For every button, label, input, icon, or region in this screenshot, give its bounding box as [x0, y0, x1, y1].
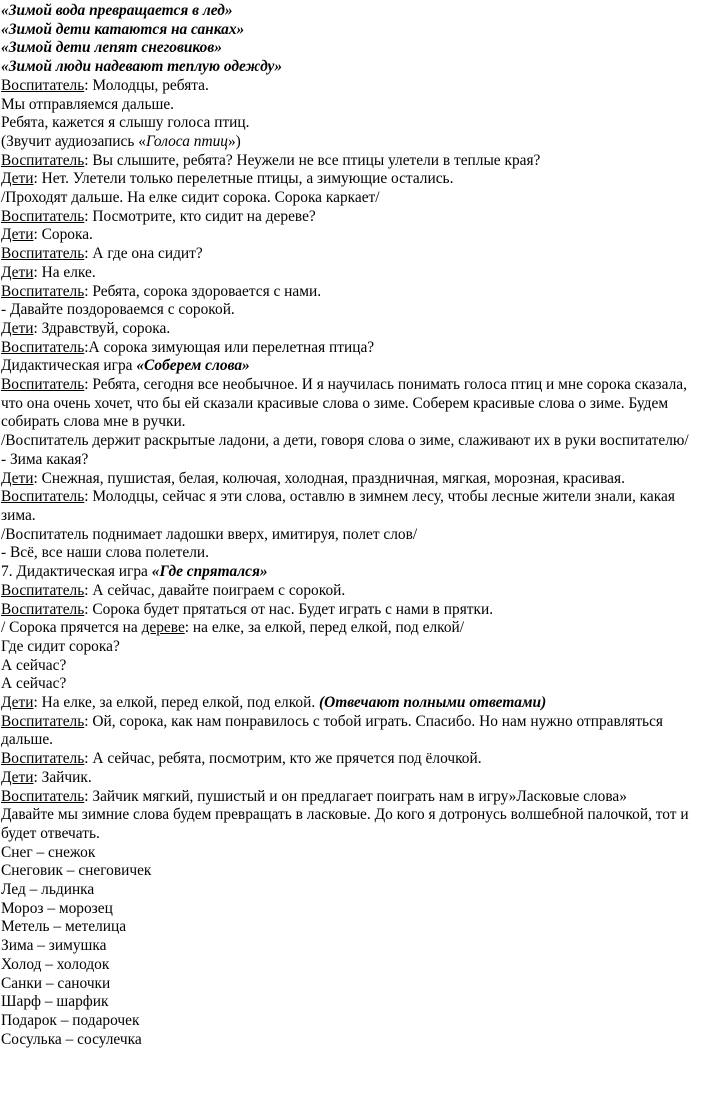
text-line [1, 376, 699, 432]
speaker-label: Дети [1, 263, 34, 281]
speaker-label: Воспитатель [1, 76, 85, 94]
text-line [1, 601, 699, 620]
speaker-label: Воспитатель [1, 245, 85, 263]
emphasis-run: «Зимой вода превращается в лед» [1, 2, 233, 19]
text-run: (Звучит аудиозапись « [1, 132, 146, 150]
text-run: Холод – холодок [1, 955, 110, 973]
text-run: Подарок – подарочек [1, 1011, 140, 1029]
text-run: Лед – льдинка [1, 881, 95, 899]
text-run: : на елке, за елкой, перед елкой, под елкой/ [184, 619, 465, 637]
speaker-label: Дети [1, 768, 34, 786]
text-line [1, 245, 699, 264]
text-run: 7. Дидактическая игра [1, 563, 152, 581]
text-run: : Снежная, пушистая, белая, колючая, холодная, праздничная, мягкая, морозная, красивая. [33, 469, 625, 487]
text-line [1, 582, 699, 601]
text-run: Давайте мы зимние слова будем превращать в ласковые. До кого я дотронусь волшебной палочкой, тот и будет отвечать. [1, 806, 689, 842]
text-line [1, 320, 699, 339]
text-run: Снег – снежок [1, 843, 96, 861]
text-run: - Давайте поздороваемся с сорокой. [1, 301, 235, 319]
text-run: ») [227, 132, 241, 150]
text-run: : Ребята, сегодня все необычное. И я научилась понимать голоса птиц и мне сорока сказала, что она очень хочет, что бы ей сказали красивые слова о зиме. Соберем красивые слова о зиме. Будем собирать слова мне в ручки. [1, 376, 687, 431]
text-run: : На елке, за елкой, перед елкой, под елкой. [33, 694, 320, 712]
text-line [1, 862, 699, 881]
text-line [1, 357, 699, 376]
text-line [1, 563, 699, 582]
text-line [1, 526, 699, 545]
text-line [1, 975, 699, 994]
text-line [1, 675, 699, 694]
text-run: Ребята, кажется я слышу голоса птиц. [1, 114, 250, 132]
text-run: /Воспитатель поднимает ладошки вверх, имитируя, полет слов/ [1, 525, 418, 543]
text-line [1, 114, 699, 133]
text-line [1, 937, 699, 956]
text-line [1, 283, 699, 302]
text-run: Шарф – шарфик [1, 993, 109, 1011]
text-run: Мороз – морозец [1, 899, 113, 917]
text-line [1, 96, 699, 115]
emphasis-run: Голоса птиц [145, 132, 228, 150]
text-run: : На елке. [33, 263, 96, 281]
text-run: Сосулька – сосулечка [1, 1030, 142, 1048]
text-line [1, 208, 699, 227]
text-line [1, 788, 699, 807]
text-run: : Молодцы, ребята. [84, 76, 209, 94]
text-run: : Посмотрите, кто сидит на дереве? [84, 207, 316, 225]
text-line [1, 58, 699, 77]
text-run: : А сейчас, ребята, посмотрим, кто же прячется под ёлочкой. [84, 750, 482, 768]
speaker-label: Воспитатель [1, 488, 85, 506]
speaker-label: Воспитатель [1, 338, 85, 356]
text-run: : Зайчик мягкий, пушистый и он предлагает поиграть нам в игру»Ласковые слова» [84, 787, 627, 805]
speaker-label: Дети [1, 694, 34, 712]
text-line [1, 619, 699, 638]
text-line [1, 189, 699, 208]
text-run: : Сорока будет прятаться от нас. Будет играть с нами в прятки. [84, 600, 494, 618]
text-line [1, 844, 699, 863]
text-run: Где сидит сорока? [1, 637, 120, 655]
speaker-label: Воспитатель [1, 581, 85, 599]
text-run: : Сорока. [33, 226, 93, 244]
text-run: : Здравствуй, сорока. [33, 319, 171, 337]
text-line [1, 451, 699, 470]
text-line [1, 713, 699, 750]
text-run: Снеговик – снеговичек [1, 862, 152, 880]
text-run: /Воспитатель держит раскрытые ладони, а дети, говоря слова о зиме, слаживают их в руки воспитателю/ [1, 432, 689, 450]
emphasis-run: (Отвечают полными ответами) [319, 694, 547, 712]
text-run: : Вы слышите, ребята? Неужели не все птицы улетели в теплые края? [84, 151, 541, 169]
text-run: /Проходят дальше. На елке сидит сорока. Сорока каркает/ [1, 189, 380, 207]
text-run: : Ой, сорока, как нам понравилось с тобой играть. Спасибо. Но нам нужно отправляться дальше. [1, 712, 663, 749]
text-run: : А где она сидит? [84, 245, 203, 263]
text-line [1, 470, 699, 489]
text-run: дереве [141, 619, 185, 637]
text-line [1, 750, 699, 769]
text-run: : Нет. Улетели только перелетные птицы, а зимующие остались. [33, 170, 454, 188]
emphasis-run: «Зимой дети катаются на санках» [1, 20, 245, 38]
text-run: - Всё, все наши слова полетели. [1, 544, 209, 562]
emphasis-run: «Зимой дети лепят снеговиков» [1, 39, 222, 57]
text-run: Зима – зимушка [1, 937, 107, 955]
text-line [1, 993, 699, 1012]
text-line [1, 1031, 699, 1050]
text-run: : Зайчик. [33, 768, 92, 786]
text-line [1, 21, 699, 40]
text-line [1, 2, 699, 21]
speaker-label: Воспитатель [1, 207, 85, 225]
text-line [1, 77, 699, 96]
text-line [1, 881, 699, 900]
speaker-label: Воспитатель [1, 282, 85, 300]
text-run: Санки – саночки [1, 974, 111, 992]
text-line [1, 226, 699, 245]
speaker-label: Воспитатель [1, 376, 85, 394]
text-run: :А сорока зимующая или перелетная птица? [84, 338, 375, 356]
text-line [1, 900, 699, 919]
speaker-label: Воспитатель [1, 712, 85, 730]
text-run: : Ребята, сорока здоровается с нами. [84, 282, 322, 300]
text-line [1, 694, 699, 713]
text-line [1, 956, 699, 975]
speaker-label: Дети [1, 170, 34, 188]
text-line [1, 264, 699, 283]
text-run: : Молодцы, сейчас я эти слова, оставлю в зимнем лесу, чтобы лесные жители знали, какая зима. [1, 488, 675, 524]
emphasis-run: «Соберем слова» [136, 357, 250, 375]
text-line [1, 1012, 699, 1031]
text-line [1, 806, 699, 843]
text-run: : А сейчас, давайте поиграем с сорокой. [84, 581, 346, 599]
emphasis-run: «Где спрятался» [151, 563, 268, 581]
text-run: Метель – метелица [1, 918, 127, 936]
text-run: - Зима какая? [1, 450, 89, 468]
speaker-label: Дети [1, 226, 34, 244]
speaker-label: Дети [1, 319, 34, 337]
text-line [1, 638, 699, 657]
speaker-label: Воспитатель [1, 787, 85, 805]
text-line [1, 432, 699, 451]
text-line [1, 769, 699, 788]
text-line [1, 133, 699, 152]
text-run: А сейчас? [1, 675, 67, 693]
speaker-label: Воспитатель [1, 151, 85, 169]
speaker-label: Дети [1, 469, 34, 487]
text-line [1, 488, 699, 525]
text-line [1, 39, 699, 58]
text-run: Дидактическая игра [1, 357, 137, 375]
text-line [1, 657, 699, 676]
speaker-label: Воспитатель [1, 750, 85, 768]
speaker-label: Воспитатель [1, 600, 85, 618]
text-line [1, 544, 699, 563]
text-line [1, 152, 699, 171]
text-run: А сейчас? [1, 656, 67, 674]
text-line [1, 301, 699, 320]
text-line [1, 170, 699, 189]
text-line [1, 918, 699, 937]
text-run: / Сорока прячется на [1, 619, 142, 637]
text-line [1, 339, 699, 358]
emphasis-run: «Зимой люди надевают теплую одежду» [1, 58, 283, 76]
text-run: Мы отправляемся дальше. [1, 95, 175, 113]
